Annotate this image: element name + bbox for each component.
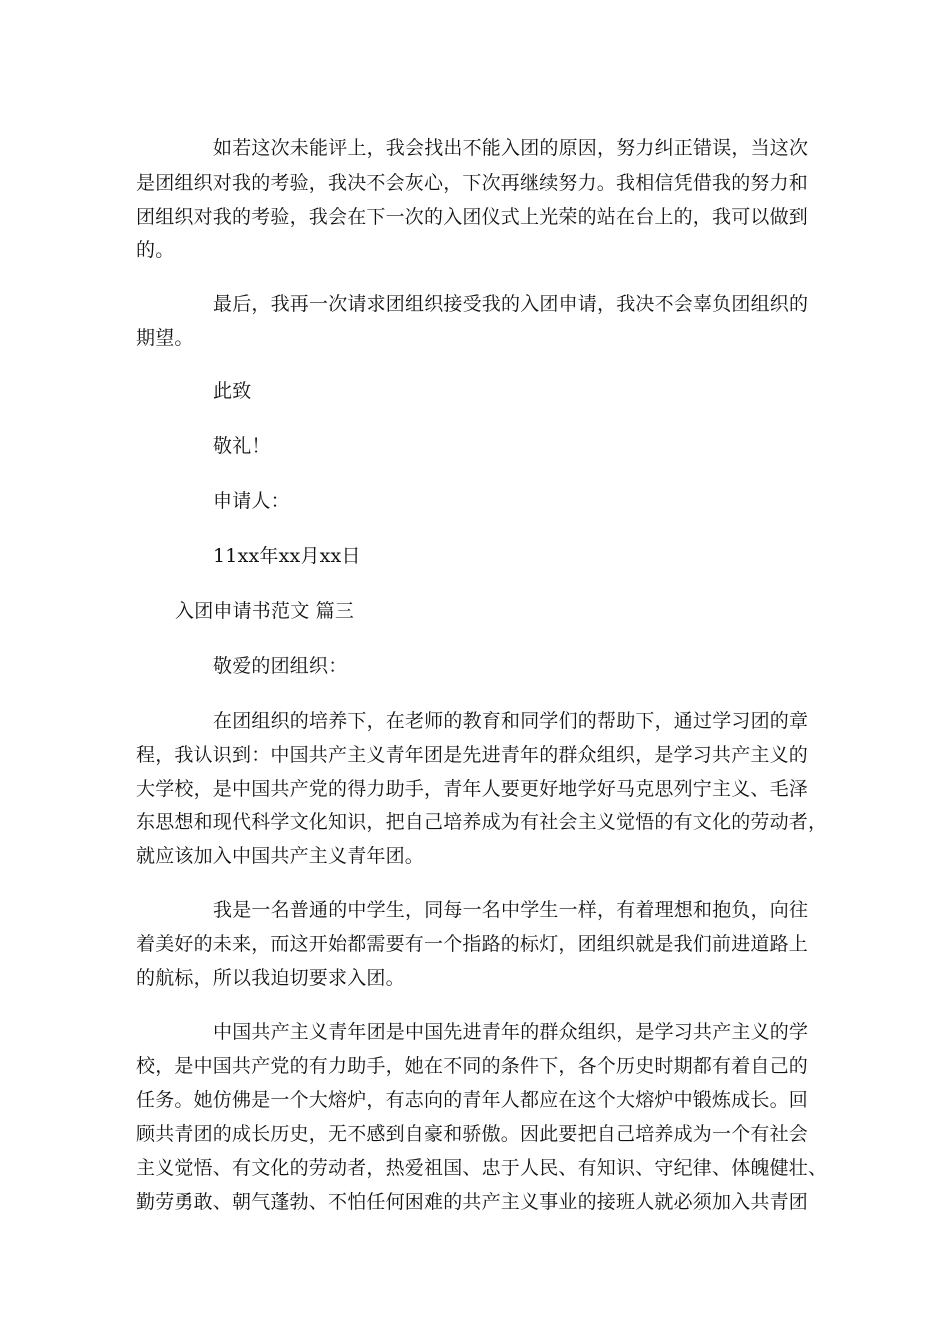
paragraph-5-line-6: 勤劳勇敢、朝气蓬勃、不怕任何困难的共产主义事业的接班人就必须加入共青团	[136, 1191, 809, 1213]
paragraph-1-line-4: 的。	[136, 239, 175, 261]
paragraph-3-line-3: 大学校，是中国共产党的得力助手，青年人要更好地学好马克思列宁主义、毛泽	[136, 778, 809, 800]
paragraph-1-line-1: 如若这次未能评上，我会找出不能入团的原因，努力纠正错误，当这次	[213, 137, 809, 159]
closing-ci-zhi: 此致	[213, 380, 252, 402]
paragraph-5-line-2: 校，是中国共产党的有力助手，她在不同的条件下，各个历史时期都有着自己的	[136, 1055, 809, 1077]
section-heading: 入团申请书范文 篇三	[175, 600, 355, 622]
paragraph-2-line-2: 期望。	[136, 327, 194, 349]
paragraph-4-line-2: 着美好的未来，而这开始都需要有一个指路的标灯，团组织就是我们前进道路上	[136, 933, 809, 955]
paragraph-4-line-1: 我是一名普通的中学生，同每一名中学生一样，有着理想和抱负，向往	[213, 899, 809, 921]
paragraph-3-line-2: 程，我认识到：中国共产主义青年团是先进青年的群众组织，是学习共产主义的	[136, 744, 809, 766]
paragraph-5-line-5: 主义觉悟、有文化的劳动者，热爱祖国、忠于人民、有知识、守纪律、体魄健壮、	[136, 1157, 828, 1179]
paragraph-3-line-1: 在团组织的培养下，在老师的教育和同学们的帮助下，通过学习团的章	[213, 710, 809, 732]
paragraph-2-line-1: 最后，我再一次请求团组织接受我的入团申请，我决不会辜负团组织的	[213, 293, 809, 315]
paragraph-1-line-2: 是团组织对我的考验，我决不会灰心，下次再继续努力。我相信凭借我的努力和	[136, 172, 809, 194]
paragraph-5-line-4: 顾共青团的成长历史，无不感到自豪和骄傲。因此要把自己培养成为一个有社会	[136, 1123, 809, 1145]
date-line: 11xx年xx月xx日	[213, 545, 361, 567]
paragraph-3-line-4: 东思想和现代科学文化知识，把自己培养成为有社会主义觉悟的有文化的劳动者，	[136, 811, 828, 833]
salutation: 敬爱的团组织：	[213, 655, 348, 677]
paragraph-4-line-3: 的航标，所以我迫切要求入团。	[136, 967, 405, 989]
paragraph-3-line-5: 就应该加入中国共产主义青年团。	[136, 845, 425, 867]
paragraph-5-line-3: 任务。她仿佛是一个大熔炉，有志向的青年人都应在这个大熔炉中锻炼成长。回	[136, 1089, 809, 1111]
paragraph-5-line-1: 中国共产主义青年团是中国先进青年的群众组织，是学习共产主义的学	[213, 1021, 809, 1043]
paragraph-1-line-3: 团组织对我的考验，我会在下一次的入团仪式上光荣的站在台上的，我可以做到	[136, 206, 809, 228]
applicant-label: 申请人：	[213, 490, 290, 512]
closing-jing-li: 敬礼！	[213, 435, 271, 457]
